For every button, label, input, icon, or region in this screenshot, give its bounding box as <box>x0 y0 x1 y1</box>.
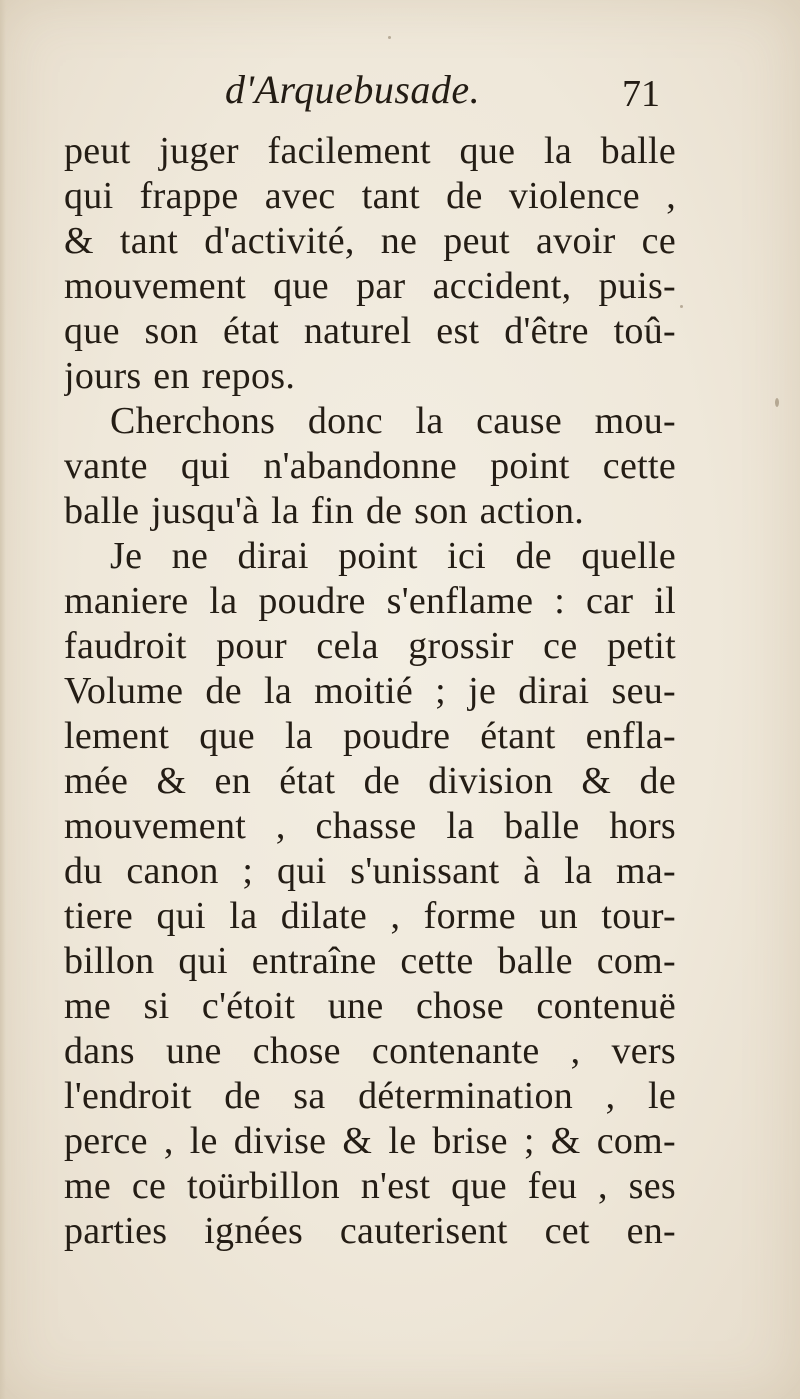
text-line: lement que la poudre étant enfla- <box>64 715 676 757</box>
text-line: parties ignées cauterisent cet en- <box>64 1210 676 1252</box>
paper-speck <box>775 398 779 407</box>
body-text <box>64 129 676 1254</box>
text-line: jours en repos. <box>64 355 296 397</box>
text-line: qui frappe avec tant de violence , <box>64 175 676 217</box>
text-line: perce , le divise & le brise ; & com- <box>64 1120 676 1162</box>
text-line: mouvement , chasse la balle hors <box>64 805 676 847</box>
text-line: billon qui entraîne cette balle com- <box>64 940 676 982</box>
text-line: Volume de la moitié ; je dirai seu- <box>64 670 676 712</box>
text-line: mouvement que par accident, puis- <box>64 265 676 307</box>
page-header <box>0 66 800 126</box>
text-line: vante qui n'abandonne point cette <box>64 445 676 487</box>
text-line: faudroit pour cela grossir ce petit <box>64 625 676 667</box>
text-line: maniere la poudre s'enflame : car il <box>64 580 676 622</box>
text-line: Cherchons donc la cause mou- <box>110 400 676 442</box>
text-line: du canon ; qui s'unissant à la ma- <box>64 850 676 892</box>
text-line: & tant d'activité, ne peut avoir ce <box>64 220 676 262</box>
text-line: peut juger facilement que la balle <box>64 130 676 172</box>
text-line: Je ne dirai point ici de quelle <box>110 535 676 577</box>
text-line: l'endroit de sa détermination , le <box>64 1075 676 1117</box>
text-line: balle jusqu'à la fin de son action. <box>64 490 585 532</box>
text-line: dans une chose contenante , vers <box>64 1030 676 1072</box>
running-head: d'Arquebusade. <box>225 67 481 112</box>
text-line: me si c'étoit une chose contenuë <box>64 985 676 1027</box>
page-number: 71 <box>622 73 660 115</box>
paper-speck <box>388 36 391 39</box>
text-line: mée & en état de division & de <box>64 760 676 802</box>
text-line: tiere qui la dilate , forme un tour- <box>64 895 676 937</box>
page-edge-shadow <box>0 0 6 1399</box>
text-line: me ce toürbillon n'est que feu , ses <box>64 1165 676 1207</box>
text-line: que son état naturel est d'être toû- <box>64 310 676 352</box>
paper-speck <box>680 305 683 308</box>
